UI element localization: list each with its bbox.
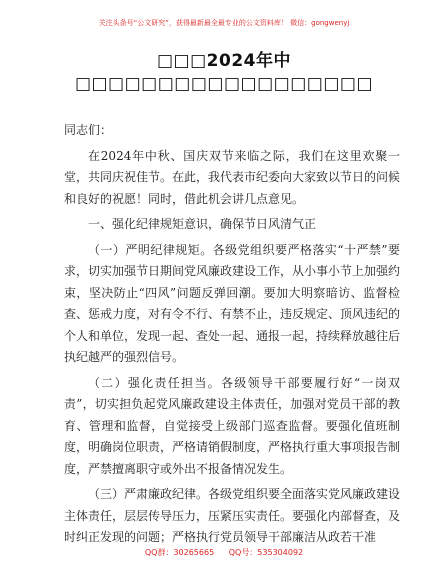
section-heading-1: 一、强化纪律规矩意识，确保节日风清气正	[88, 217, 317, 231]
header-banner: 关注头条号“公文研究”，获得最新最全最专业的公文资料库！ 微信：gongwenyj	[98, 19, 350, 27]
document-title: □□□2024年中□□□□□□□□□□□□□□□□□□	[74, 51, 374, 94]
paragraph-3: （三）严肃廉政纪律。各级党组织要全面落实党风廉政建设主体责任，层层传导压力，压紧压实责任。要强化内部督查，及时纠正发现的问题；严格执行党员领导干部廉洁从政若干准	[64, 487, 401, 544]
paragraph-2: （二）强化责任担当。各级领导干部要履行好“一岗双责”，切实担负起党风廉政建设主体责任，加强对党员干部的教育、管理和监督，自觉接受上级部门巡查监督。要强化值班制度，明确岗位职责，严格请销假制度，严格执行重大事项报告制度，严禁擅离职守或外出不报备情况发生。	[64, 375, 401, 476]
footer-qq-group: QQ群：30265665	[144, 548, 215, 557]
paragraph-intro: 在2024年中秋、国庆双节来临之际，我们在这里欢聚一堂，共同庆祝佳节。在此，我代表市纪委向大家致以节日的问候和良好的祝愿！同时，借此机会讲几点意见。	[64, 148, 401, 206]
salutation: 同志们：	[64, 123, 113, 137]
paragraph-1: （一）严明纪律规矩。各级党组织要严格落实“十严禁”要求，切实加强节日期间党风廉政建设工作，从小事小节上加强约束，坚决防止“四风”问题反弹回潮。要加大明察暗访、监督检查、惩戒力度，对有令不行、有禁不止，违反规定、顶风违纪的个人和单位，发现一起、查处一起、通报一起，持续释放越往后执纪越严的强烈信号。	[64, 242, 401, 364]
document-body	[64, 120, 400, 549]
footer	[0, 547, 448, 558]
footer-qq: QQ号：535304092	[228, 548, 304, 557]
